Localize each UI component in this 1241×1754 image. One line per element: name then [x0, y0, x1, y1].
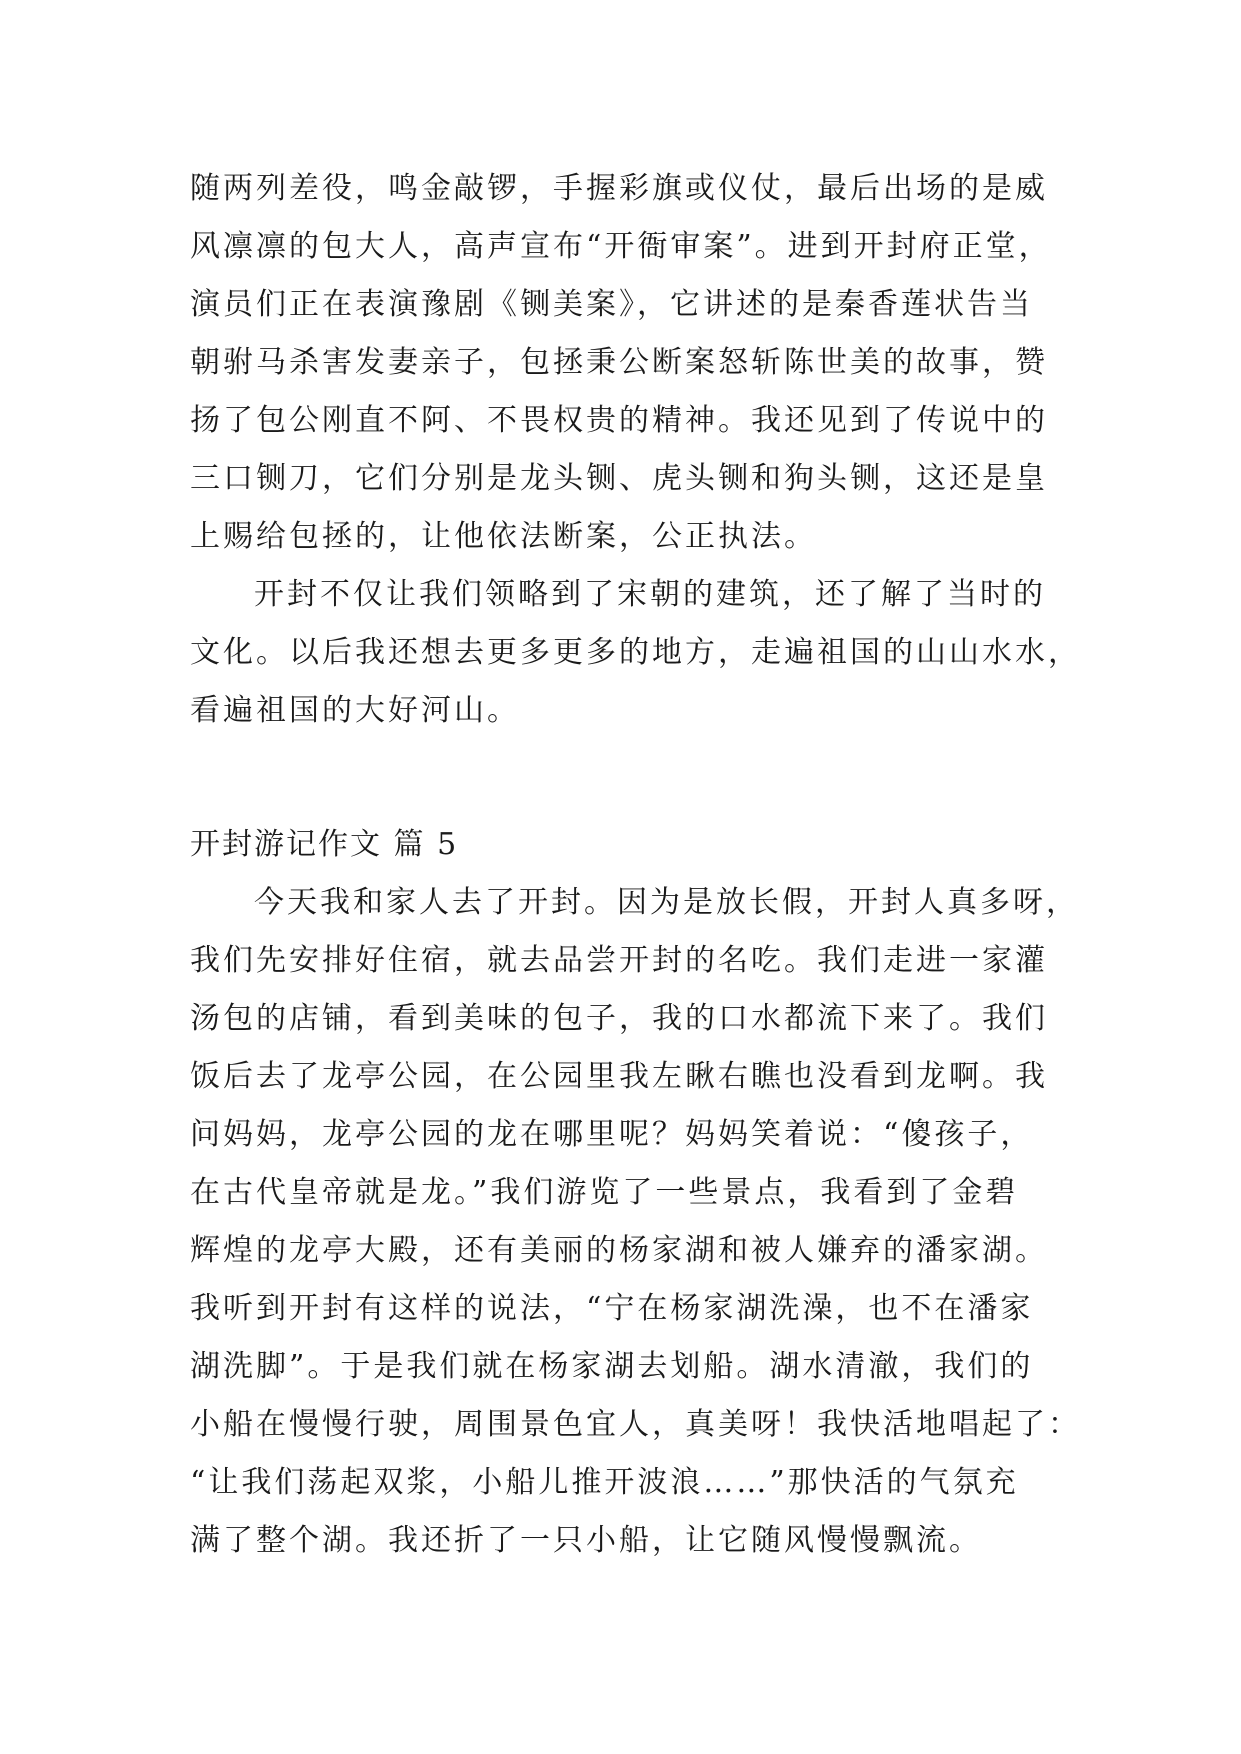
text-line: 看遍祖国的大好河山。: [190, 693, 520, 728]
text-line: 问妈妈，龙亭公园的龙在哪里呢？妈妈笑着说：“傻孩子，: [190, 1117, 1034, 1152]
paragraph: [190, 874, 1081, 1570]
text-line: 满了整个湖。我还折了一只小船，让它随风慢慢飘流。: [190, 1523, 982, 1558]
text-line: 在古代皇帝就是龙。”我们游览了一些景点，我看到了金碧: [190, 1175, 1019, 1210]
text-line: 开封不仅让我们领略到了宋朝的建筑，还了解了当时的: [254, 577, 1046, 612]
paragraph: [190, 160, 1070, 566]
text-line: 我听到开封有这样的说法，“宁在杨家湖洗澡，也不在潘家: [190, 1291, 1034, 1326]
paragraph: [190, 566, 1081, 740]
text-line: 随两列差役，鸣金敲锣，手握彩旗或仪仗，最后出场的是威: [190, 171, 1048, 206]
text-line: 小船在慢慢行驶，周围景色宜人，真美呀！我快活地唱起了：: [190, 1407, 1081, 1442]
section-spacer: [190, 740, 1070, 816]
text-line: 三口铡刀，它们分别是龙头铡、虎头铡和狗头铡，这还是皇: [190, 461, 1048, 496]
text-line: 文化。以后我还想去更多更多的地方，走遍祖国的山山水水，: [190, 635, 1081, 670]
text-line: “让我们荡起双浆，小船儿推开波浪……”那快活的气氛充: [190, 1465, 1019, 1500]
text-line: 今天我和家人去了开封。因为是放长假，开封人真多呀，: [254, 885, 1079, 920]
text-line: 朝驸马杀害发妻亲子，包拯秉公断案怒斩陈世美的故事，赞: [190, 345, 1048, 380]
text-line: 上赐给包拯的，让他依法断案，公正执法。: [190, 519, 817, 554]
section-heading: 开封游记作文 篇 5: [190, 827, 459, 862]
text-line: 湖洗脚”。于是我们就在杨家湖去划船。湖水清澈，我们的: [190, 1349, 1034, 1384]
text-line: 我们先安排好住宿，就去品尝开封的名吃。我们走进一家灌: [190, 943, 1048, 978]
text-line: 风凛凛的包大人，高声宣布“开衙审案”。进到开封府正堂，: [190, 229, 1052, 264]
text-line: 饭后去了龙亭公园，在公园里我左瞅右瞧也没看到龙啊。我: [190, 1059, 1048, 1094]
document-page: [190, 160, 1081, 1570]
text-line: 演员们正在表演豫剧《铡美案》，它讲述的是秦香莲状告当: [190, 287, 1033, 322]
text-line: 扬了包公刚直不阿、不畏权贵的精神。我还见到了传说中的: [190, 403, 1048, 438]
text-line: 汤包的店铺，看到美味的包子，我的口水都流下来了。我们: [190, 1001, 1048, 1036]
text-line: 辉煌的龙亭大殿，还有美丽的杨家湖和被人嫌弃的潘家湖。: [190, 1233, 1048, 1268]
